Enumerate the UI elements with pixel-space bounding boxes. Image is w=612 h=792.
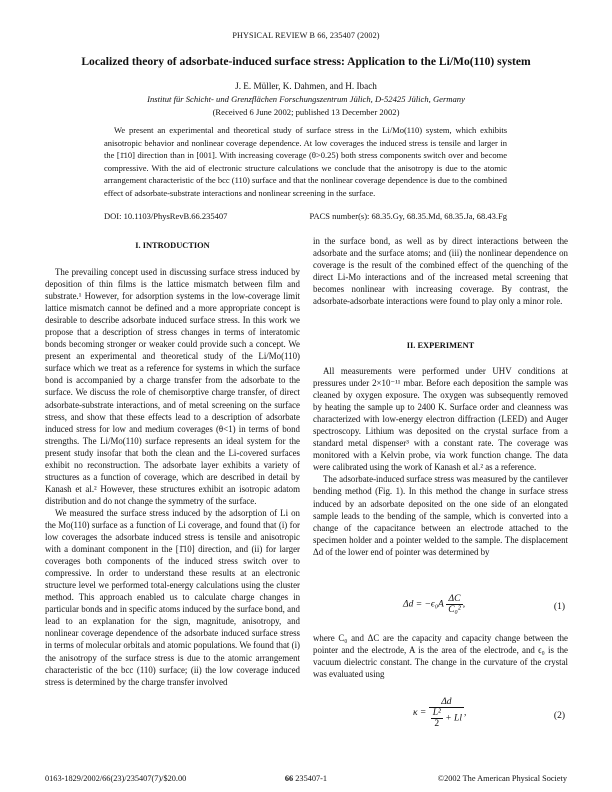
doi-link[interactable]: DOI: 10.1103/PhysRevB.66.235407: [104, 211, 228, 221]
eq2-inner-numerator: L²: [432, 708, 441, 718]
experiment-paragraph-2: The adsorbate-induced surface stress was measured by the cantilever bending method (Fig. 1). In this method the change in surface stress induced by an adsorbate deposited on the one side of an elongated sample leads to the bending of the sample, which is converted into a change of the capacitance between an electrode attached to the specimen holder and a pointer welded to the sample. The displacement Δd of the lower end of pointer was determined by: [313, 474, 568, 557]
affiliation: Institut für Schicht- und Grenzflächen Forschungszentrum Jülich, D-52425 Jülich, Germany: [147, 94, 465, 104]
footer-page: 235407-1: [293, 774, 328, 783]
footer-code: 0163-1829/2002/66(23)/235407(7)/$20.00: [45, 774, 187, 783]
equation-number-1: (1): [553, 602, 565, 612]
right-column-continuation: [313, 235, 568, 307]
equation-2: [313, 697, 568, 747]
abstract: We present an experimental and theoretical study of surface stress in the Li/Mo(110) system, which exhibits anisotropic behavior and nonlinear coverage dependence. At low coverages the induced stress is tensile and larger in the [1̄10] direction than in [001]. With increasing coverage (θ>0.25) both stress components switch over and become compressive. With the aid of electronic structure calculations we conclude that the anisotropy is due to the atomic arrangement characteristic of the bcc (110) surface and that the nonlinear coverage dependence is due to the combined effect of adsorbate-substrate interactions and nonlinear screening in the surface.: [104, 125, 507, 198]
eq2-denominator: [429, 708, 467, 729]
eq2-comma: ,: [463, 708, 467, 719]
equation-number-2: (2): [553, 711, 565, 721]
eq2-denominator-tail: + Ll: [445, 713, 462, 724]
section-heading-introduction: I. INTRODUCTION: [135, 241, 210, 250]
eq2-lhs: κ =: [413, 708, 427, 719]
eq2-inner-fraction: [431, 708, 443, 729]
intro-paragraph-2: We measured the surface stress induced by the adsorption of Li on the Mo(110) surface as a function of Li coverage, and found that (i) for low coverages the adsorbate induced stress is tensile and anisotropic with a dominant component in the [1̄10] direction, and (ii) for larger coverages both components of the induced stress switch over to compressive. In order to understand these results at an electronic structure level we performed total-energy calculations using the cluster method. This approach enabled us to calculate charge changes in particular bonds and in specific atoms induced by the surface bond, and lead to an explanation for the sign, magnitude, anisotropy, and nonlinear coverage dependence of the adsorbate induced surface stress in terms of molecular orbitals and atomic populations. We found that (i) the anisotropy of the surface stress is due to the atomic arrangement characteristic of the bcc (110) surface; (ii) the low coverage induced stress is determined by the charge transfer involved: [45, 507, 300, 687]
section-heading-experiment: II. EXPERIMENT: [406, 341, 475, 350]
authors: J. E. Müller, K. Dahmen, and H. Ibach: [235, 81, 377, 91]
left-column-body: [45, 266, 300, 688]
eq1-lhs: Δd = −ϵ₀A: [403, 599, 444, 610]
intro-paragraph-1: The prevailing concept used in discussing surface stress induced by deposition of thin films is the lattice mismatch between film and substrate.¹ However, for adsorption systems in the low-coverage limit lattice mismatch cannot be defined and a more appropriate concept is desirable to describe adsorbate induced surface stress. In this work we propose that a description of stress changes in terms of interatomic bonds becoming stronger or weaker could provide such a concept. We present an experimental and theoretical study of the Li/Mo(110) surface which we treat as a reference for systems in which the surface bond is accompanied by a charge transfer from the adsorbate to the surface. We discuss the role of chemisorptive charge transfer, of direct adsorbate-substrate interactions, and of metal screening on the surface stress, and show that these effects lead to a description of adsorbate induced stress for low and medium coverages (θ<1) in terms of bond strengths. The Li/Mo(110) surface represents an ideal system for the present study insofar that both the clean and the Li-covered surfaces exhibit no reconstruction. The adsorbate layer exhibits a variety of structures as a function of coverage, which are described in detail by Kanash et al.² However, these structures exhibit an isotropic adatom distribution and do not change the symmetry of the surface.: [45, 267, 300, 506]
eq1-fraction: [446, 594, 466, 615]
experiment-body: [313, 365, 568, 558]
footer-copyright: ©2002 The American Physical Society: [437, 774, 567, 783]
eq2-inner-denominator: 2: [434, 719, 440, 729]
eq1-explanation: where C₀ and ΔC are the capacity and capacity change between the pointer and the electrode, A is the area of the electrode, and ϵ₀ is the vacuum dielectric constant. The change in the curvature of the crystal was evaluated using: [313, 633, 568, 680]
journal-header: PHYSICAL REVIEW B 66, 235407 (2002): [232, 31, 380, 40]
eq1-numerator: ΔC: [446, 594, 463, 605]
paper-title: Localized theory of adsorbate-induced surface stress: Application to the Li/Mo(110) system: [81, 55, 531, 68]
experiment-paragraph-1: All measurements were performed under UHV conditions at pressures under 2×10⁻¹¹ mbar. Before each deposition the sample was cleaned by oxygen exposure. The oxygen was subsequently removed by heating the sample up to 2400 K. Surface order and cleanness was characterized with low-energy electron diffraction (LEED) and Auger spectroscopy. Lithium was deposited on the crystal surface from a standard metal dispenser³ with a constant rate. The coverage was monitored with a Kelvin probe, via work function change. The data were calibrated using the work of Kanash et al.² as a reference.: [313, 366, 568, 473]
equation-1: [313, 590, 568, 630]
eq1-denominator: C₀²: [448, 605, 461, 615]
eq2-fraction: [429, 697, 467, 729]
received-date: (Received 6 June 2002; published 13 December 2002): [212, 107, 400, 117]
eq2-numerator: Δd: [429, 697, 464, 708]
footer-volume: 66: [284, 774, 294, 783]
pacs-numbers: PACS number(s): 68.35.Gy, 68.35.Md, 68.35.Ja, 68.43.Fg: [309, 211, 507, 221]
experiment-after-eq1: [313, 632, 568, 680]
eq1-comma: ,: [462, 599, 466, 610]
intro-continuation: in the surface bond, as well as by direct interactions between the adsorbate and the surface atoms; and (iii) the nonlinear dependence on coverage is the result of the combined effect of the quenching of the direct Li-Mo interactions and of the increased metal screening that becomes nonlinear with increasing coverage. By contrast, the adsorbate-adsorbate interactions were found to play only a minor role.: [313, 236, 568, 307]
